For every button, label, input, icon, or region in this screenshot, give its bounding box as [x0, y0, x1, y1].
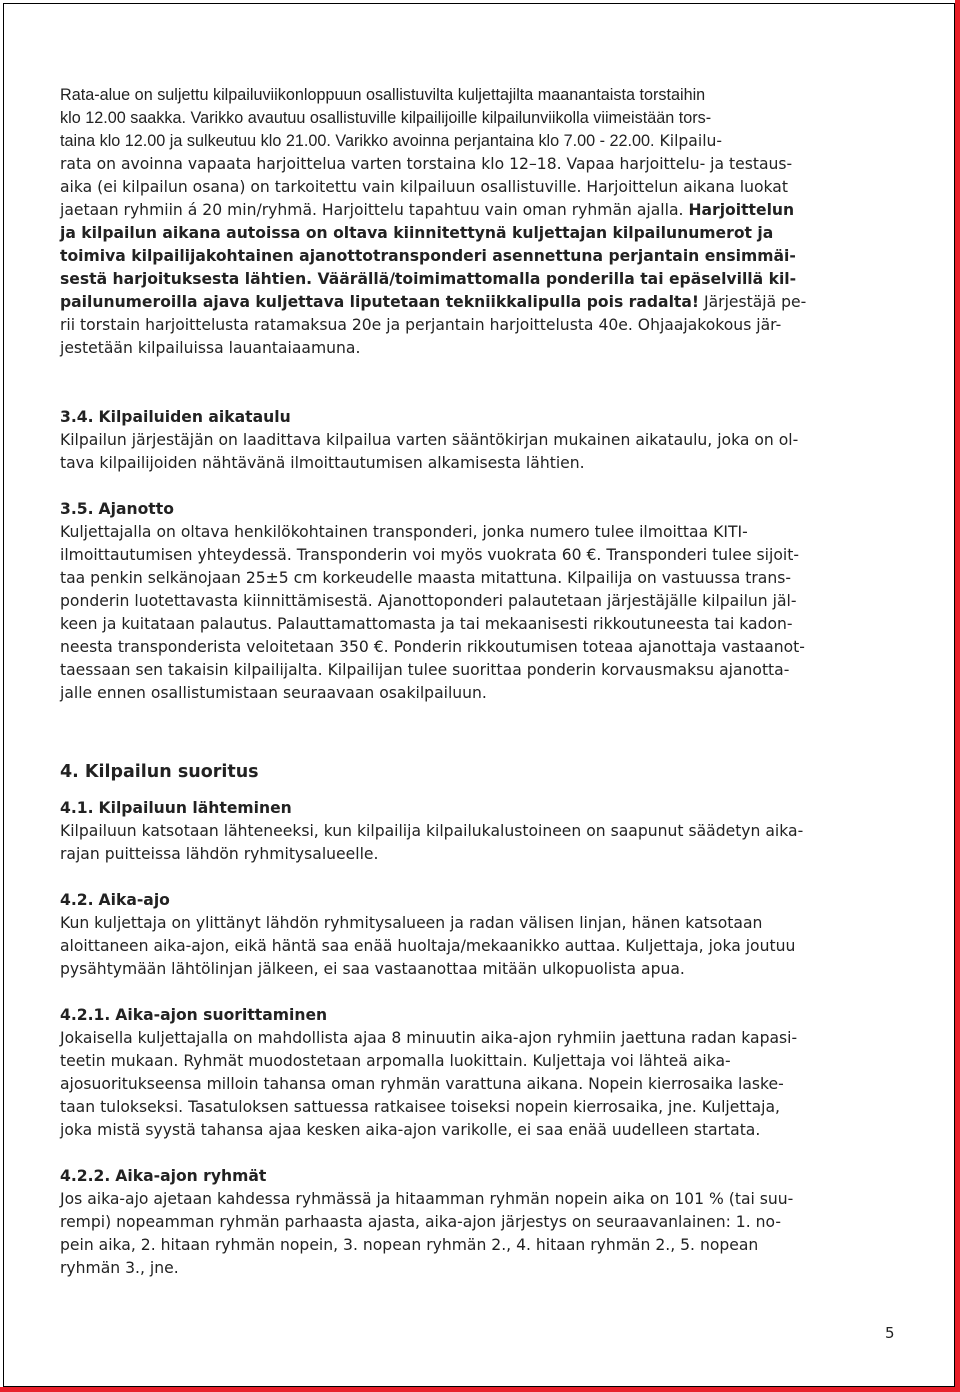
text-line: aloittaneen aika-ajon, eikä häntä saa enää huoltaja/mekaanikko auttaa. Kuljettaja, joka joutuu	[60, 937, 796, 955]
text-line: tava kilpailijoiden nähtävänä ilmoittautumisen alkamisesta lähtien.	[60, 454, 585, 472]
text-line: jalle ennen osallistumistaan seuraavaan osakilpailuun.	[60, 684, 487, 702]
text-line: keen ja kuitataan palautus. Palauttamattomasta ja tai mekaanisesti rikkoutuneesta tai kadon-	[60, 615, 793, 633]
text-line: rata on avoinna vapaata harjoittelua varten torstaina klo 12–18. Vapaa harjoittelu- ja testaus-	[60, 155, 793, 173]
section-3-4	[60, 406, 904, 475]
text-line: rempi) nopeamman ryhmän parhaasta ajasta, aika-ajon järjestys on seuraavanlainen: 1. no-	[60, 1213, 781, 1231]
section-heading	[60, 889, 904, 912]
section-4-2-1	[60, 1004, 904, 1142]
section-title: Aika-ajon suorittaminen	[115, 1006, 328, 1024]
section-number: 4.2.2.	[60, 1167, 111, 1185]
section-heading	[60, 1165, 904, 1188]
text-segment: Järjestäjä pe-	[704, 293, 807, 311]
document-body	[60, 84, 904, 1280]
section-4-2-2	[60, 1165, 904, 1280]
text-line: Rata-alue on suljettu kilpailuviikonloppuun osallistuvilta kuljettajilta maanantaista torstaihin	[60, 86, 706, 104]
text-line: taa penkin selkänojaan 25±5 cm korkeudelle maasta mitattuna. Kilpailija on vastuussa trans-	[60, 569, 791, 587]
text-line: rii torstain harjoittelusta ratamaksua 20e ja perjantain harjoittelusta 40e. Ohjaajakokous jär-	[60, 316, 782, 334]
bold-text-line: toimiva kilpailijakohtainen ajanottotransponderi asennettuna perjantain ensimmäi-	[60, 247, 796, 265]
text-line: pein aika, 2. hitaan ryhmän nopein, 3. nopean ryhmän 2., 4. hitaan ryhmän 2., 5. nopean	[60, 1236, 759, 1254]
bold-text-segment: Harjoittelun	[688, 201, 795, 219]
section-number: 3.4.	[60, 408, 94, 426]
section-title: Aika-ajon ryhmät	[115, 1167, 267, 1185]
section-heading	[60, 406, 904, 429]
text-line: rajan puitteissa lähdön ryhmitysalueelle.	[60, 845, 379, 863]
section-4-2	[60, 889, 904, 981]
section-heading	[60, 498, 904, 521]
text-line: taan tulokseksi. Tasatuloksen sattuessa ratkaisee toiseksi nopein kierrosaika, jne. Kuljettaja,	[60, 1098, 780, 1116]
page-border-accent-bottom	[0, 1387, 960, 1392]
text-line: aika (ei kilpailun osana) on tarkoitettu vain kilpailuun osallistuville. Harjoittelun aikana luokat	[60, 178, 788, 196]
section-title: Kilpailuun lähteminen	[98, 799, 292, 817]
text-line: ponderin luotettavasta kiinnittämisestä. Ajanottoponderi palautetaan järjestäjälle kilpailun jäl-	[60, 592, 797, 610]
chapter-title: 4. Kilpailun suoritus	[60, 762, 259, 782]
section-title: Aika-ajo	[98, 891, 170, 909]
bold-text-line: sestä harjoituksesta lähtien. Väärällä/toimimattomalla ponderilla tai epäselvillä kil-	[60, 270, 797, 288]
section-number: 4.2.1.	[60, 1006, 111, 1024]
section-4-1	[60, 797, 904, 866]
section-title: Kilpailuiden aikataulu	[98, 408, 291, 426]
text-line: taessaan sen takaisin kilpailijalta. Kilpailijan tulee suorittaa ponderin korvausmaksu ajanotta-	[60, 661, 790, 679]
text-line: Kuljettajalla on oltava henkilökohtainen transponderi, jonka numero tulee ilmoittaa KITI-	[60, 523, 748, 541]
text-line: Jos aika-ajo ajetaan kahdessa ryhmässä ja hitaamman ryhmän nopein aika on 101 % (tai suu-	[60, 1190, 794, 1208]
text-line: Kilpailuun katsotaan lähteneeksi, kun kilpailija kilpailukalustoineen on saapunut säädetyn aika-	[60, 822, 804, 840]
text-line: ajosuoritukseensa milloin tahansa oman ryhmän varattuna aikana. Nopein kierrosaika laske-	[60, 1075, 784, 1093]
intro-paragraph	[60, 84, 904, 360]
text-line: teetin mukaan. Ryhmät muodostetaan arpomalla luokittain. Kuljettaja voi lähteä aika-	[60, 1052, 731, 1070]
section-3-5	[60, 498, 904, 705]
bold-text-line: ja kilpailun aikana autoissa on oltava kiinnitettynä kuljettajan kilpailunumerot ja	[60, 224, 774, 242]
text-line	[60, 291, 904, 314]
text-line: Kilpailun järjestäjän on laadittava kilpailua varten sääntökirjan mukainen aikataulu, joka on ol-	[60, 431, 799, 449]
bold-text-segment: pailunumeroilla ajava kuljettava liputetaan tekniikkalipulla pois radalta!	[60, 293, 700, 311]
text-line: klo 12.00 saakka. Varikko avautuu osallistuville kilpailijoille kilpailunviikolla viimeistään tors-	[60, 109, 712, 127]
page-number: 5	[885, 1324, 895, 1342]
text-segment: Kilpailu-	[659, 132, 723, 150]
section-heading	[60, 1004, 904, 1027]
text-line: ryhmän 3., jne.	[60, 1259, 179, 1277]
text-segment: taina klo 12.00 ja sulkeutuu klo 21.00. Varikko avoinna perjantaina klo 7.00 - 22.00.	[60, 132, 655, 150]
section-number: 3.5.	[60, 500, 94, 518]
section-heading	[60, 797, 904, 820]
page-border-accent-right	[955, 0, 960, 1392]
section-title: Ajanotto	[98, 500, 174, 518]
section-number: 4.2.	[60, 891, 94, 909]
text-segment: jaetaan ryhmiin á 20 min/ryhmä. Harjoittelu tapahtuu vain oman ryhmän ajalla.	[60, 201, 684, 219]
text-line	[60, 130, 904, 153]
text-line: pysähtymään lähtölinjan jälkeen, ei saa vastaanottaa mitään ulkopuolista apua.	[60, 960, 685, 978]
section-number: 4.1.	[60, 799, 94, 817]
text-line: joka mistä syystä tahansa ajaa kesken aika-ajon varikolle, ei saa enää uudelleen startata.	[60, 1121, 761, 1139]
text-line: Jokaisella kuljettajalla on mahdollista ajaa 8 minuutin aika-ajon ryhmiin jaettuna radan kapasi-	[60, 1029, 798, 1047]
text-line: Kun kuljettaja on ylittänyt lähdön ryhmitysalueen ja radan välisen linjan, hänen katsotaan	[60, 914, 763, 932]
text-line: neesta transponderista veloitetaan 350 €. Ponderin rikkoutumisen toteaa ajanottaja vastaanot-	[60, 638, 805, 656]
text-line	[60, 199, 904, 222]
text-line: ilmoittautumisen yhteydessä. Transponderin voi myös vuokrata 60 €. Transponderi tulee sijoit-	[60, 546, 799, 564]
text-line: jestetään kilpailuissa lauantaiaamuna.	[60, 339, 361, 357]
